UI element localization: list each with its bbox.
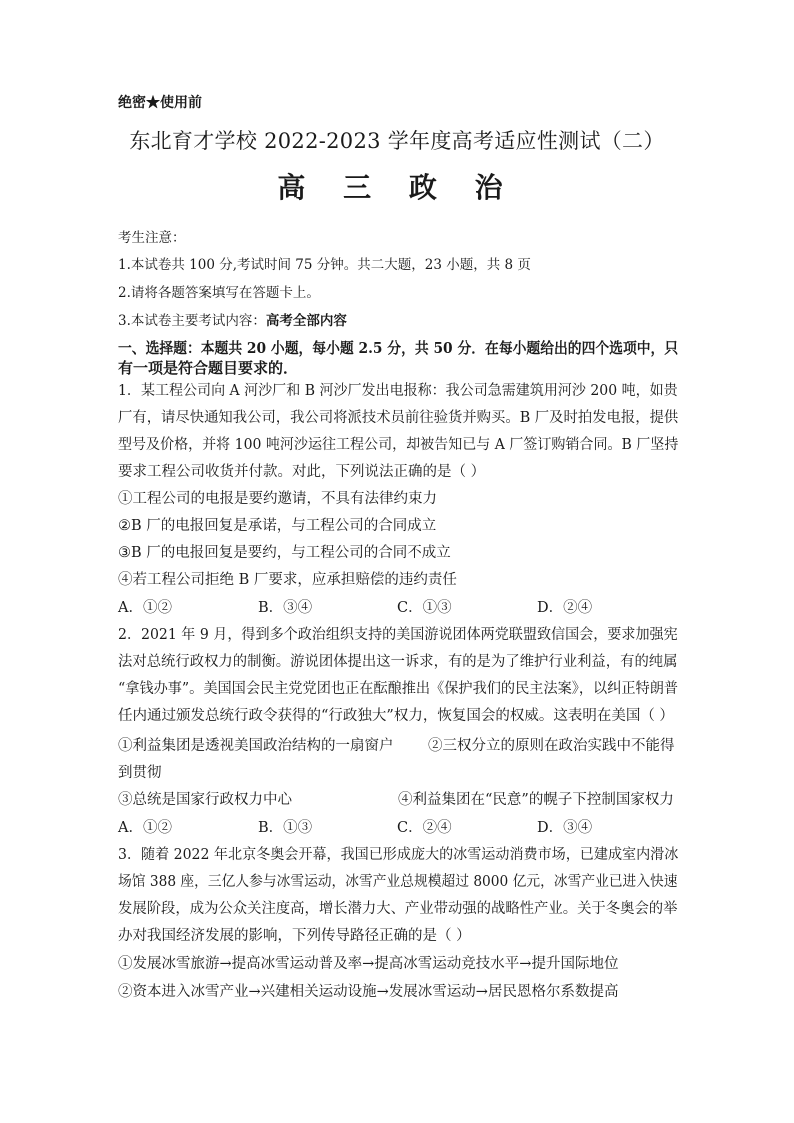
q1-statement-4: ④若工程公司拒绝 B 厂要求，应承担赔偿的违约责任 bbox=[118, 572, 457, 588]
q1-option-a: A．①② bbox=[118, 600, 172, 616]
q2-statement-3: ③总统是国家行政权力中心 bbox=[118, 792, 292, 808]
q3-statement-2: ②资本进入冰雪产业→兴建相关运动设施→发展冰雪运动→居民恩格尔系数提高 bbox=[118, 984, 619, 1000]
q2-stem-line-4: 任内通过颁发总统行政令获得的“行政独大”权力，恢复国会的权威。这表明在美国（ ） bbox=[118, 708, 674, 724]
q2-statement-4: ④利益集团在“民意”的幌子下控制国家权力 bbox=[398, 792, 674, 808]
q2-stem-line-1: 2．2021 年 9 月，得到多个政治组织支持的美国游说团体两党联盟致信国会，要求加强宪 bbox=[118, 627, 678, 643]
q1-option-c: C．①③ bbox=[397, 600, 452, 616]
subject-title: 高 三 政 治 bbox=[277, 171, 517, 204]
q2-option-c: C．②④ bbox=[397, 820, 452, 836]
q1-stem-line-3: 型号及价格，并将 100 吨河沙运往工程公司，却被告知已与 A 厂签订购销合同。B 厂坚持 bbox=[118, 437, 679, 453]
notes-heading: 考生注意： bbox=[118, 230, 186, 246]
q2-option-a: A．①② bbox=[118, 820, 172, 836]
q2-option-b: B．①③ bbox=[258, 820, 313, 836]
note-2: 2.请将各题答案填写在答题卡上。 bbox=[118, 285, 320, 301]
q1-option-b: B．③④ bbox=[258, 600, 313, 616]
q3-statement-1: ①发展冰雪旅游→提高冰雪运动普及率→提高冰雪运动竞技水平→提升国际地位 bbox=[118, 956, 619, 972]
section-heading-line-2: 有一项是符合题目要求的． bbox=[118, 359, 299, 377]
q2-statement-2-cont: 到贯彻 bbox=[118, 765, 162, 781]
q2-statement-1: ①利益集团是透视美国政治结构的一扇窗户 bbox=[118, 738, 394, 754]
q3-stem-line-1: 3．随着 2022 年北京冬奥会开幕，我国已形成庞大的冰雪运动消费市场，已建成室内滑冰 bbox=[118, 847, 679, 863]
note-3 bbox=[118, 311, 347, 331]
q2-stem-line-3: “拿钱办事”。美国国会民主党党团也正在酝酿推出《保护我们的民主法案》，以纠正特朗普 bbox=[118, 681, 679, 697]
confidential-label: 绝密★使用前 bbox=[118, 95, 202, 111]
section-heading-line-1: 一、选择题：本题共 20 小题，每小题 2.5 分，共 50 分．在每小题给出的四个选项中，只 bbox=[118, 339, 679, 357]
q1-statement-2: ②B 厂的电报回复是承诺，与工程公司的合同成立 bbox=[118, 518, 437, 534]
q2-statement-2: ②三权分立的原则在政治实践中不能得 bbox=[428, 738, 675, 754]
q3-stem-line-3: 发展阶段，成为公众关注度高，增长潜力大、产业带动强的战略性产业。关于冬奥会的举 bbox=[118, 901, 678, 917]
q2-option-d: D．③④ bbox=[537, 820, 593, 836]
exam-title: 东北育才学校 2022-2023 学年度高考适应性测试（二） bbox=[129, 129, 665, 153]
q3-stem-line-4: 办对我国经济发展的影响，下列传导路径正确的是（ ） bbox=[118, 928, 471, 944]
q2-stem-line-2: 法对总统行政权力的制衡。游说团体提出这一诉求，有的是为了维护行业利益，有的纯属 bbox=[118, 654, 678, 670]
note-3-content: 高考全部内容 bbox=[265, 313, 347, 329]
q1-stem-line-2: 厂有，请尽快通知我公司，我公司将派技术员前往验货并购买。B 厂及时拍发电报，提供 bbox=[118, 410, 679, 426]
q1-statement-1: ①工程公司的电报是要约邀请，不具有法律约束力 bbox=[118, 491, 437, 507]
q1-stem-line-4: 要求工程公司收货并付款。对此，下列说法正确的是（ ） bbox=[118, 464, 486, 480]
q1-option-d: D．②④ bbox=[537, 600, 593, 616]
q3-stem-line-2: 场馆 388 座，三亿人参与冰雪运动，冰雪产业总规模超过 8000 亿元，冰雪产业已进入快速 bbox=[118, 874, 678, 890]
q1-stem-line-1: 1．某工程公司向 A 河沙厂和 B 河沙厂发出电报称：我公司急需建筑用河沙 200 吨，如贵 bbox=[118, 383, 678, 399]
note-1: 1.本试卷共 100 分,考试时间 75 分钟。共二大题，23 小题，共 8 页 bbox=[118, 257, 531, 273]
note-3-prefix: 3.本试卷主要考试内容： bbox=[118, 313, 266, 329]
q1-statement-3: ③B 厂的电报回复是要约，与工程公司的合同不成立 bbox=[118, 545, 451, 561]
